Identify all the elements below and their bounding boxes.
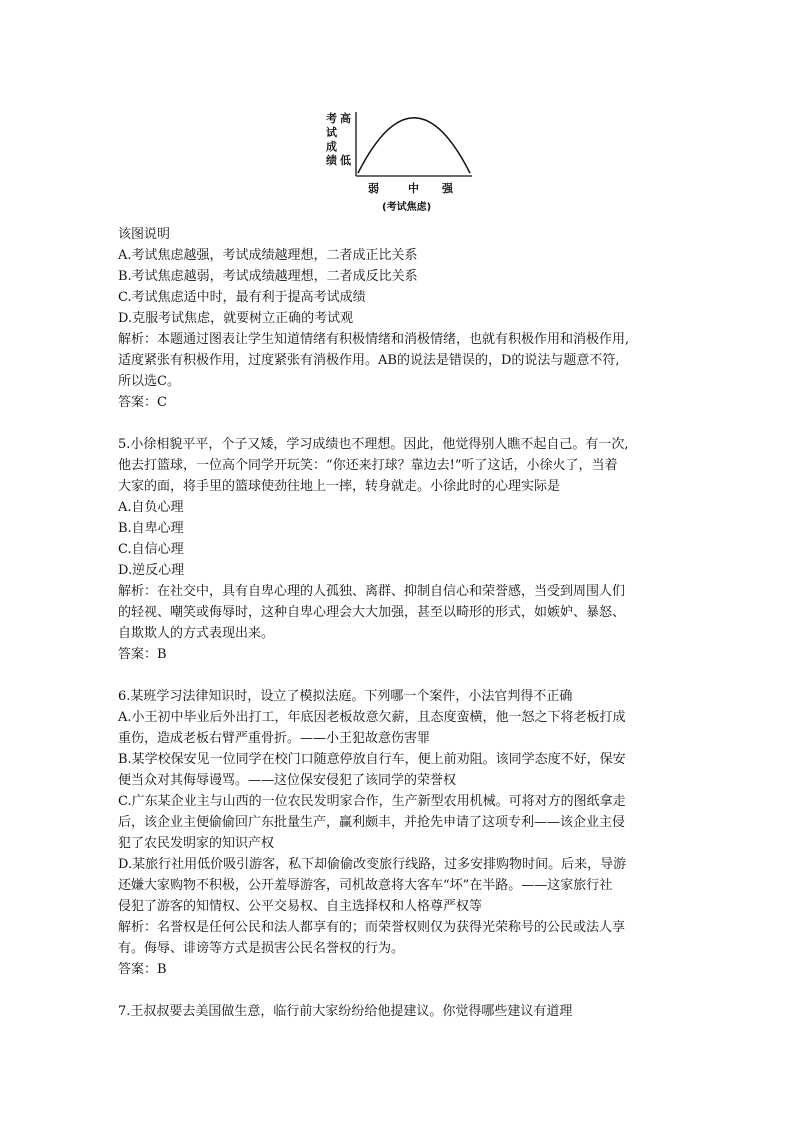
text-line: 解析：本题通过图表让学生知道情绪有积极情绪和消极情绪，也就有积极作用和消极作用, [118, 332, 630, 347]
text-line: 大家的面，将手里的篮球使劲往地上一摔，转身就走。小徐此时的心理实际是 [118, 479, 561, 494]
paragraph-gap [118, 980, 678, 1001]
text-line: 重伤，造成老板右臂严重骨折。——小王犯故意伤害罪 [118, 731, 431, 746]
chart-svg [320, 104, 480, 216]
performance-curve [358, 118, 470, 173]
text-line: 解析：名誉权是任何公民和法人都享有的；而荣誉权则仅为获得光荣称号的公民或法人享 [118, 920, 626, 935]
x-tick-medium: 中 [408, 182, 419, 195]
anxiety-performance-chart [320, 104, 480, 216]
x-axis-caption: (考试焦虑) [382, 202, 432, 213]
text-line: 该图说明 [118, 227, 171, 242]
paragraph-gap [118, 665, 678, 686]
text-line: A.小王初中毕业后外出打工，年底因老板故意欠薪，且态度蛮横，他一怒之下将老板打成 [118, 710, 626, 725]
text-line: 6.某班学习法律知识时，设立了模拟法庭。下列哪一个案件，小法官判得不正确 [118, 689, 573, 704]
text-line: C.自信心理 [118, 542, 184, 557]
text-line: 5.小徐相貌平平，个子又矮，学习成绩也不理想。因此，他觉得别人瞧不起自己。有一次, [118, 437, 629, 452]
y-tick-low: 低 [340, 154, 351, 167]
text-line: C.广东某企业主与山西的一位农民发明家合作，生产新型农用机械。可将对方的图纸拿走 [118, 794, 626, 809]
y-label-char: 成 [326, 140, 337, 153]
paragraph-gap [118, 413, 678, 434]
text-line: B.考试焦虑越弱，考试成绩越理想，二者成反比关系 [118, 269, 418, 284]
text-line: 自欺欺人的方式表现出来。 [118, 626, 275, 641]
text-line: D.某旅行社用低价吸引游客，私下却偷偷改变旅行线路，过多安排购物时间。后来，导游 [118, 857, 627, 872]
y-tick-high: 高 [340, 112, 351, 125]
text-line: B.某学校保安见一位同学在校门口随意停放自行车，便上前劝阻。该同学态度不好，保安 [118, 752, 626, 767]
text-line: 还嫌大家购物不积极，公开羞辱游客，司机故意将大客车“坏”在半路。——这家旅行社 [118, 878, 613, 893]
y-label-char: 考 [326, 112, 337, 125]
text-line: 答案：C [118, 395, 167, 410]
text-line: 便当众对其侮辱谩骂。——这位保安侵犯了该同学的荣誉权 [118, 773, 457, 788]
text-line: 的轻视、嘲笑或侮辱时，这种自卑心理会大大加强，甚至以畸形的形式，如嫉妒、暴怒、 [118, 605, 626, 620]
text-line: 适度紧张有积极作用，过度紧张有消极作用。AB的说法是错误的，D的说法与题意不符, [118, 353, 620, 368]
text-line: 答案：B [118, 962, 167, 977]
text-line: 后，该企业主便偷偷回广东批量生产，赢利颇丰，并抢先申请了这项专利——该企业主侵 [118, 815, 626, 830]
y-label-char: 试 [326, 126, 337, 139]
text-line: 所以选C。 [118, 374, 180, 389]
x-tick-weak: 弱 [368, 182, 379, 195]
x-tick-strong: 强 [442, 182, 453, 195]
text-line: 他去打篮球，一位高个同学开玩笑：“你还来打球？靠边去!”听了这话，小徐火了，当着 [118, 458, 618, 473]
text-line: 犯了农民发明家的知识产权 [118, 836, 275, 851]
text-line: 解析：在社交中，具有自卑心理的人孤独、离群、抑制自信心和荣誉感，当受到周围人们 [118, 584, 626, 599]
text-line: A.考试焦虑越强，考试成绩越理想，二者成正比关系 [118, 248, 418, 263]
document-body [118, 224, 678, 1022]
text-line: D.克服考试焦虑，就要树立正确的考试观 [118, 311, 354, 326]
text-line: 7.王叔叔要去美国做生意，临行前大家纷纷给他提建议。你觉得哪些建议有道理 [118, 1004, 573, 1019]
y-label-char: 绩 [326, 154, 337, 167]
text-line: D.逆反心理 [118, 563, 185, 578]
text-line: 有。侮辱、诽谤等方式是损害公民名誉权的行为。 [118, 941, 405, 956]
text-line: C.考试焦虑适中时，最有利于提高考试成绩 [118, 290, 366, 305]
text-line: 侵犯了游客的知情权、公平交易权、自主选择权和人格尊严权等 [118, 899, 483, 914]
text-line: A.自负心理 [118, 500, 184, 515]
text-line: 答案：B [118, 647, 167, 662]
text-line: B.自卑心理 [118, 521, 184, 536]
